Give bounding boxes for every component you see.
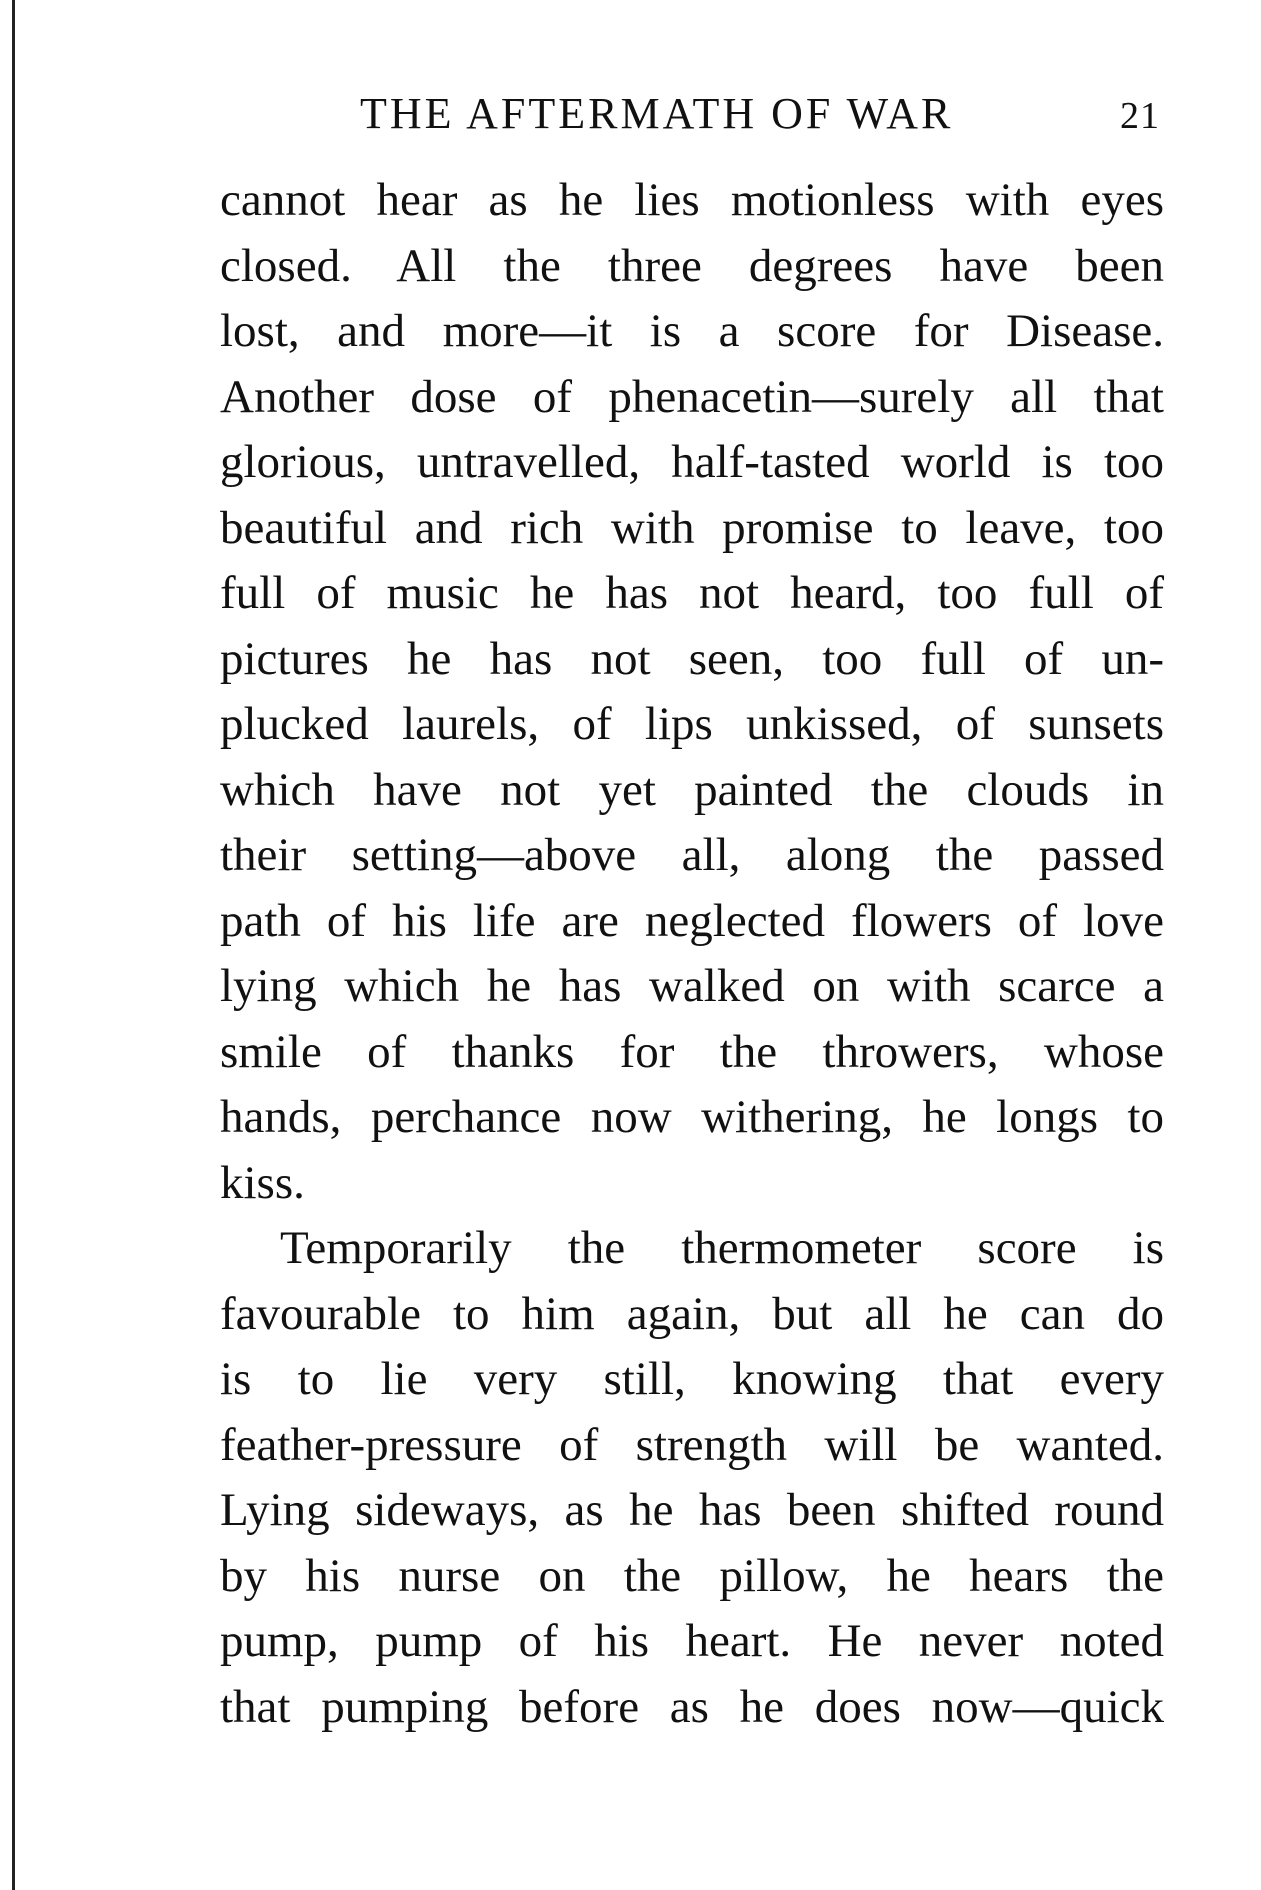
text-line: that pumping before as he does now—quick — [220, 1680, 1164, 1733]
text-line: cannot hear as he lies motionless with eyes — [220, 174, 1164, 226]
text-line: Temporarily the thermometer score is — [280, 1222, 1164, 1274]
text-line: smile of thanks for the throwers, whose — [220, 1025, 1164, 1078]
text-line: feather-pressure of strength will be wanted. — [220, 1418, 1164, 1471]
page-header — [360, 88, 1160, 148]
text-line: which have not yet painted the clouds in — [220, 763, 1164, 816]
text-line: is to lie very still, knowing that every — [220, 1353, 1164, 1405]
text-line: by his nurse on the pillow, he hears the — [220, 1549, 1164, 1602]
running-head: THE AFTERMATH OF WAR — [360, 89, 954, 138]
text-line: lost, and more—it is a score for Disease. — [220, 305, 1164, 357]
text-line: full of music he has not heard, too full of — [220, 567, 1164, 619]
page-number: 21 — [1120, 95, 1160, 137]
text-line: beautiful and rich with promise to leave, too — [220, 501, 1164, 554]
text-line: lying which he has walked on with scarce a — [220, 960, 1164, 1012]
text-line: closed. All the three degrees have been — [220, 239, 1164, 292]
text-line: Another dose of phenacetin—surely all that — [220, 370, 1164, 423]
text-line: pump, pump of his heart. He never noted — [220, 1615, 1164, 1667]
text-line: kiss. — [220, 1156, 305, 1209]
text-line: plucked laurels, of lips unkissed, of sunsets — [220, 698, 1164, 750]
text-line: favourable to him again, but all he can do — [220, 1287, 1164, 1340]
text-line: path of his life are neglected flowers of love — [220, 894, 1164, 947]
text-line: hands, perchance now withering, he longs to — [220, 1091, 1164, 1143]
gutter-line — [12, 0, 15, 1890]
text-line: Lying sideways, as he has been shifted round — [220, 1484, 1164, 1536]
text-line: glorious, untravelled, half-tasted world is too — [220, 436, 1164, 488]
text-line: pictures he has not seen, too full of un- — [220, 632, 1164, 685]
body-text — [220, 168, 1164, 1740]
text-line: their setting—above all, along the passed — [220, 829, 1164, 881]
